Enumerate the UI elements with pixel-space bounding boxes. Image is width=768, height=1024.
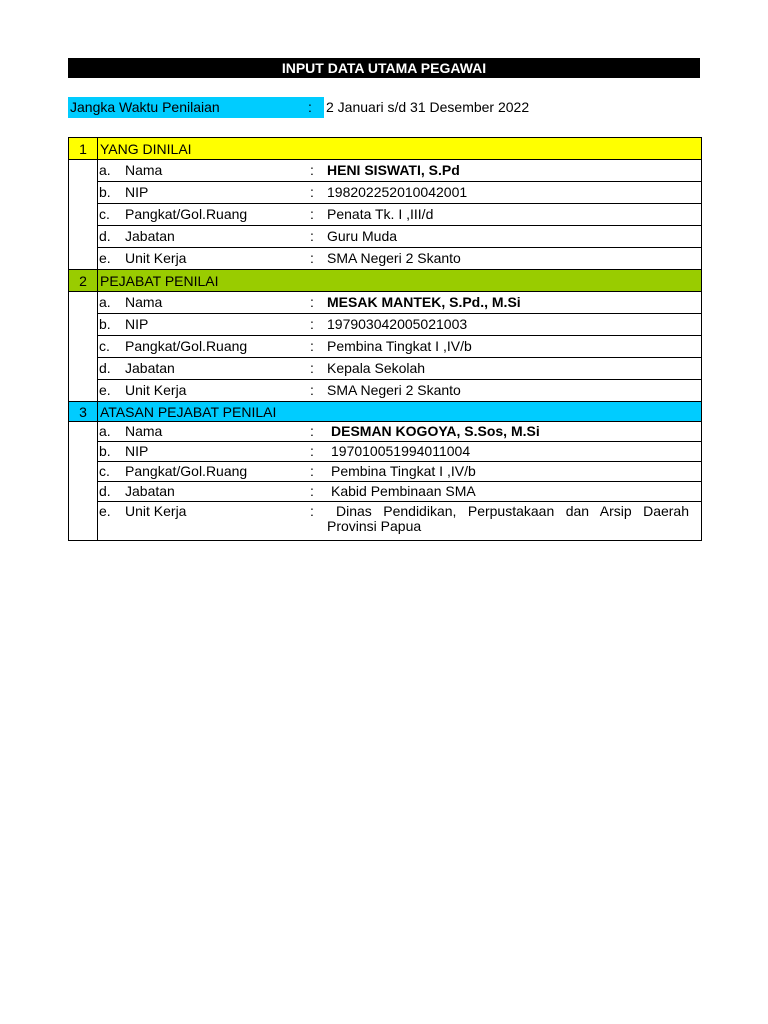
- field-label: Jabatan: [125, 228, 175, 244]
- field-value: 197010051994011004: [331, 443, 471, 459]
- row-letter: d.: [99, 483, 111, 499]
- table-row: [69, 248, 702, 270]
- field-label: NIP: [125, 184, 149, 200]
- colon: :: [310, 503, 314, 519]
- table-row: [69, 462, 702, 482]
- table-row: [69, 442, 702, 462]
- field-value: DESMAN KOGOYA, S.Sos, M.Si: [331, 423, 540, 439]
- table-row: [69, 380, 702, 402]
- field-label: Jabatan: [125, 360, 175, 376]
- row-letter: e.: [99, 250, 111, 266]
- row-letter: c.: [99, 338, 110, 354]
- row-letter: e.: [99, 503, 111, 519]
- table-row: [69, 314, 702, 336]
- field-label: Jabatan: [125, 483, 175, 499]
- field-label: Nama: [125, 423, 163, 439]
- field-value: Kepala Sekolah: [327, 360, 426, 376]
- colon: :: [310, 316, 314, 332]
- page-title: INPUT DATA UTAMA PEGAWAI: [68, 58, 700, 78]
- table-row: [69, 292, 702, 314]
- field-value: 198202252010042001: [327, 184, 468, 200]
- table-row: [69, 502, 702, 541]
- table-row: [69, 358, 702, 380]
- field-value: Pembina Tingkat I ,IV/b: [331, 463, 476, 479]
- row-letter: b.: [99, 184, 111, 200]
- table-row: [69, 336, 702, 358]
- employee-data-table: [68, 137, 702, 541]
- colon: :: [310, 294, 314, 310]
- colon: :: [310, 382, 314, 398]
- row-letter: a.: [99, 423, 111, 439]
- field-value: HENI SISWATI, S.Pd: [327, 162, 460, 178]
- colon: :: [310, 206, 314, 222]
- row-letter: e.: [99, 382, 111, 398]
- row-letter: d.: [99, 228, 111, 244]
- colon: :: [310, 423, 314, 439]
- row-letter: c.: [99, 463, 110, 479]
- colon: :: [310, 338, 314, 354]
- field-value: 197903042005021003: [327, 316, 468, 332]
- field-value: Pembina Tingkat I ,IV/b: [327, 338, 472, 354]
- colon: :: [310, 184, 314, 200]
- field-label: Nama: [125, 162, 163, 178]
- row-letter: d.: [99, 360, 111, 376]
- field-value: Kabid Pembinaan SMA: [331, 483, 476, 499]
- row-letter: a.: [99, 162, 111, 178]
- section-header-pejabat-penilai: [69, 270, 702, 292]
- colon: :: [310, 162, 314, 178]
- period-label: Jangka Waktu Penilaian: [68, 97, 324, 118]
- field-value-line-2: Provinsi Papua: [327, 518, 422, 534]
- field-value: Guru Muda: [327, 228, 398, 244]
- period-colon: :: [308, 99, 312, 115]
- field-label: Unit Kerja: [125, 250, 187, 266]
- colon: :: [310, 463, 314, 479]
- table-row: [69, 226, 702, 248]
- colon: :: [310, 228, 314, 244]
- field-label: Pangkat/Gol.Ruang: [125, 338, 248, 354]
- field-label: NIP: [125, 443, 149, 459]
- section-number: 1: [69, 138, 98, 160]
- field-value: SMA Negeri 2 Skanto: [327, 250, 461, 266]
- colon: :: [310, 483, 314, 499]
- field-value: SMA Negeri 2 Skanto: [327, 382, 461, 398]
- section-number: 3: [69, 402, 98, 422]
- field-label: Unit Kerja: [125, 382, 187, 398]
- section-header-atasan-pejabat-penilai: [69, 402, 702, 422]
- row-letter: b.: [99, 443, 111, 459]
- table-row: [69, 160, 702, 182]
- row-letter: a.: [99, 294, 111, 310]
- period-value: 2 Januari s/d 31 Desember 2022: [326, 99, 530, 115]
- field-value: Penata Tk. I ,III/d: [327, 206, 434, 222]
- colon: :: [310, 443, 314, 459]
- section-title: YANG DINILAI: [98, 138, 702, 160]
- colon: :: [310, 360, 314, 376]
- table-row: [69, 482, 702, 502]
- table-row: [69, 204, 702, 226]
- table-row: [69, 422, 702, 442]
- row-letter: b.: [99, 316, 111, 332]
- field-label: Pangkat/Gol.Ruang: [125, 206, 248, 222]
- section-title: ATASAN PEJABAT PENILAI: [98, 402, 702, 422]
- field-label: Pangkat/Gol.Ruang: [125, 463, 248, 479]
- table-row: [69, 182, 702, 204]
- section-title: PEJABAT PENILAI: [98, 270, 702, 292]
- section-header-yang-dinilai: [69, 138, 702, 160]
- colon: :: [310, 250, 314, 266]
- row-letter: c.: [99, 206, 110, 222]
- field-label: Unit Kerja: [125, 503, 187, 519]
- field-value-line-1: Dinas Pendidikan, Perpustakaan dan Arsip Daerah: [336, 503, 689, 519]
- section-number: 2: [69, 270, 98, 292]
- field-label: Nama: [125, 294, 163, 310]
- field-value: MESAK MANTEK, S.Pd., M.Si: [327, 294, 521, 310]
- field-value: [327, 504, 689, 534]
- field-label: NIP: [125, 316, 149, 332]
